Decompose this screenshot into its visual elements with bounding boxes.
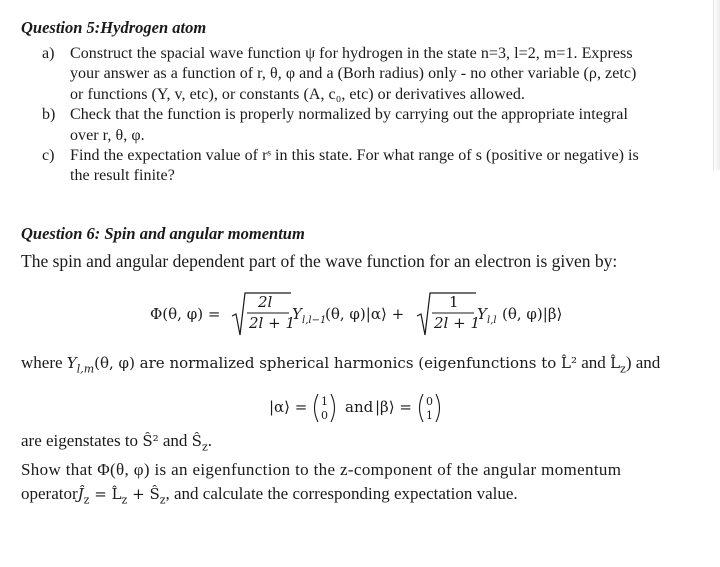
- scrollbar-edge[interactable]: [713, 0, 720, 170]
- where-l2: L̂²: [561, 354, 578, 372]
- eigen-pre: are eigenstates to: [21, 431, 143, 450]
- show-line-1: Show that Φ(θ, φ) is an eigenfunction to the z-component of the angular momentum: [21, 460, 622, 479]
- spinor-definitions: [0, 388, 720, 428]
- part-a-line-1: Construct the spacial wave function ψ for hydrogen in the state n=3, l=2, m=1. Express: [70, 45, 633, 62]
- part-c-label: c): [42, 147, 55, 164]
- part-a-line-3: or functions (Y, v, etc), or constants (A, c₀, etc) or derivatives allowed.: [70, 86, 525, 103]
- alpha-paren-right: [331, 394, 335, 422]
- frac1-numerator: 2l: [258, 293, 273, 311]
- show-line-2: [21, 484, 518, 506]
- where-pre: where: [21, 353, 67, 372]
- beta-bottom: 1: [426, 409, 433, 422]
- term2-argument: (θ, φ)|β⟩: [502, 305, 563, 323]
- eigen-post: .: [207, 431, 212, 450]
- show-pre: operator: [21, 484, 78, 503]
- show-sz: Ŝ: [149, 485, 160, 503]
- show-eq: =: [89, 485, 112, 503]
- alpha-top: 1: [321, 395, 328, 408]
- part-b-line-1: Check that the function is properly normalized by carrying out the appropriate integral: [70, 106, 628, 123]
- where-and: and: [577, 353, 611, 372]
- term1-argument: (θ, φ)|α⟩ +: [325, 305, 405, 323]
- beta-top: 0: [426, 395, 433, 408]
- question-5-title: Question 5:Hydrogen atom: [21, 18, 207, 37]
- where-line: [21, 353, 660, 375]
- show-post: , and calculate the corresponding expectation value.: [165, 484, 518, 503]
- part-a-line-2: your answer as a function of r, θ, φ and a (Borh radius) only - no other variable (ρ, zetc): [70, 65, 637, 82]
- wavefunction-equation: [0, 290, 720, 340]
- show-sz-sub: z: [159, 493, 166, 507]
- q6-intro: The spin and angular dependent part of the wave function for an electron is given by:: [21, 251, 618, 271]
- question-6-title: Question 6: Spin and angular momentum: [21, 224, 305, 243]
- eigen-and: and: [158, 431, 192, 450]
- eigen-s2: Ŝ²: [142, 432, 159, 450]
- beta-paren-right: [436, 394, 440, 422]
- alpha-ket: |α⟩ =: [269, 398, 308, 416]
- show-jz-sub: z: [83, 493, 90, 507]
- frac2-numerator: 1: [449, 293, 459, 311]
- part-b-label: b): [42, 106, 56, 123]
- part-c-line-2: the result finite?: [70, 167, 175, 184]
- eigen-sz: Ŝ: [191, 432, 202, 450]
- part-a-label: a): [42, 45, 55, 62]
- where-y: Y: [66, 354, 77, 372]
- spinor-and: and: [345, 398, 374, 416]
- term2-subscript: l,l: [487, 315, 497, 326]
- frac2-denominator: 2l + 1: [434, 314, 480, 332]
- show-plus: +: [127, 485, 150, 503]
- part-b-line-2: over r, θ, φ.: [70, 127, 145, 144]
- where-lz-sub: z: [620, 362, 626, 376]
- term1-subscript: l,l−1: [302, 315, 327, 326]
- term1-y: Y: [292, 305, 302, 323]
- frac1-denominator: 2l + 1: [249, 314, 295, 332]
- where-post: ) and: [625, 353, 661, 372]
- eq-lhs: Φ(θ, φ) =: [150, 305, 221, 323]
- where-y-sub: l,m: [76, 362, 95, 376]
- show-lz-sub: z: [121, 493, 128, 507]
- part-c-line-1: Find the expectation value of rˢ in this state. For what range of s (positive or negative) is: [70, 147, 639, 164]
- eigen-sz-sub: z: [201, 440, 208, 454]
- alpha-bottom: 0: [321, 409, 328, 422]
- where-lz: L̂: [610, 354, 621, 372]
- spinor-svg: [0, 388, 720, 428]
- term2-y: Y: [477, 305, 487, 323]
- show-lz: L̂: [111, 485, 122, 503]
- alpha-paren-left: [315, 394, 319, 422]
- equation-svg: [0, 290, 720, 340]
- eigenstates-line: [21, 431, 212, 453]
- show-jz: Ĵ: [77, 485, 84, 503]
- where-mid: (θ, φ) are normalized spherical harmonics (eigenfunctions to: [94, 354, 562, 372]
- beta-ket: |β⟩ =: [375, 398, 412, 416]
- beta-paren-left: [420, 394, 424, 422]
